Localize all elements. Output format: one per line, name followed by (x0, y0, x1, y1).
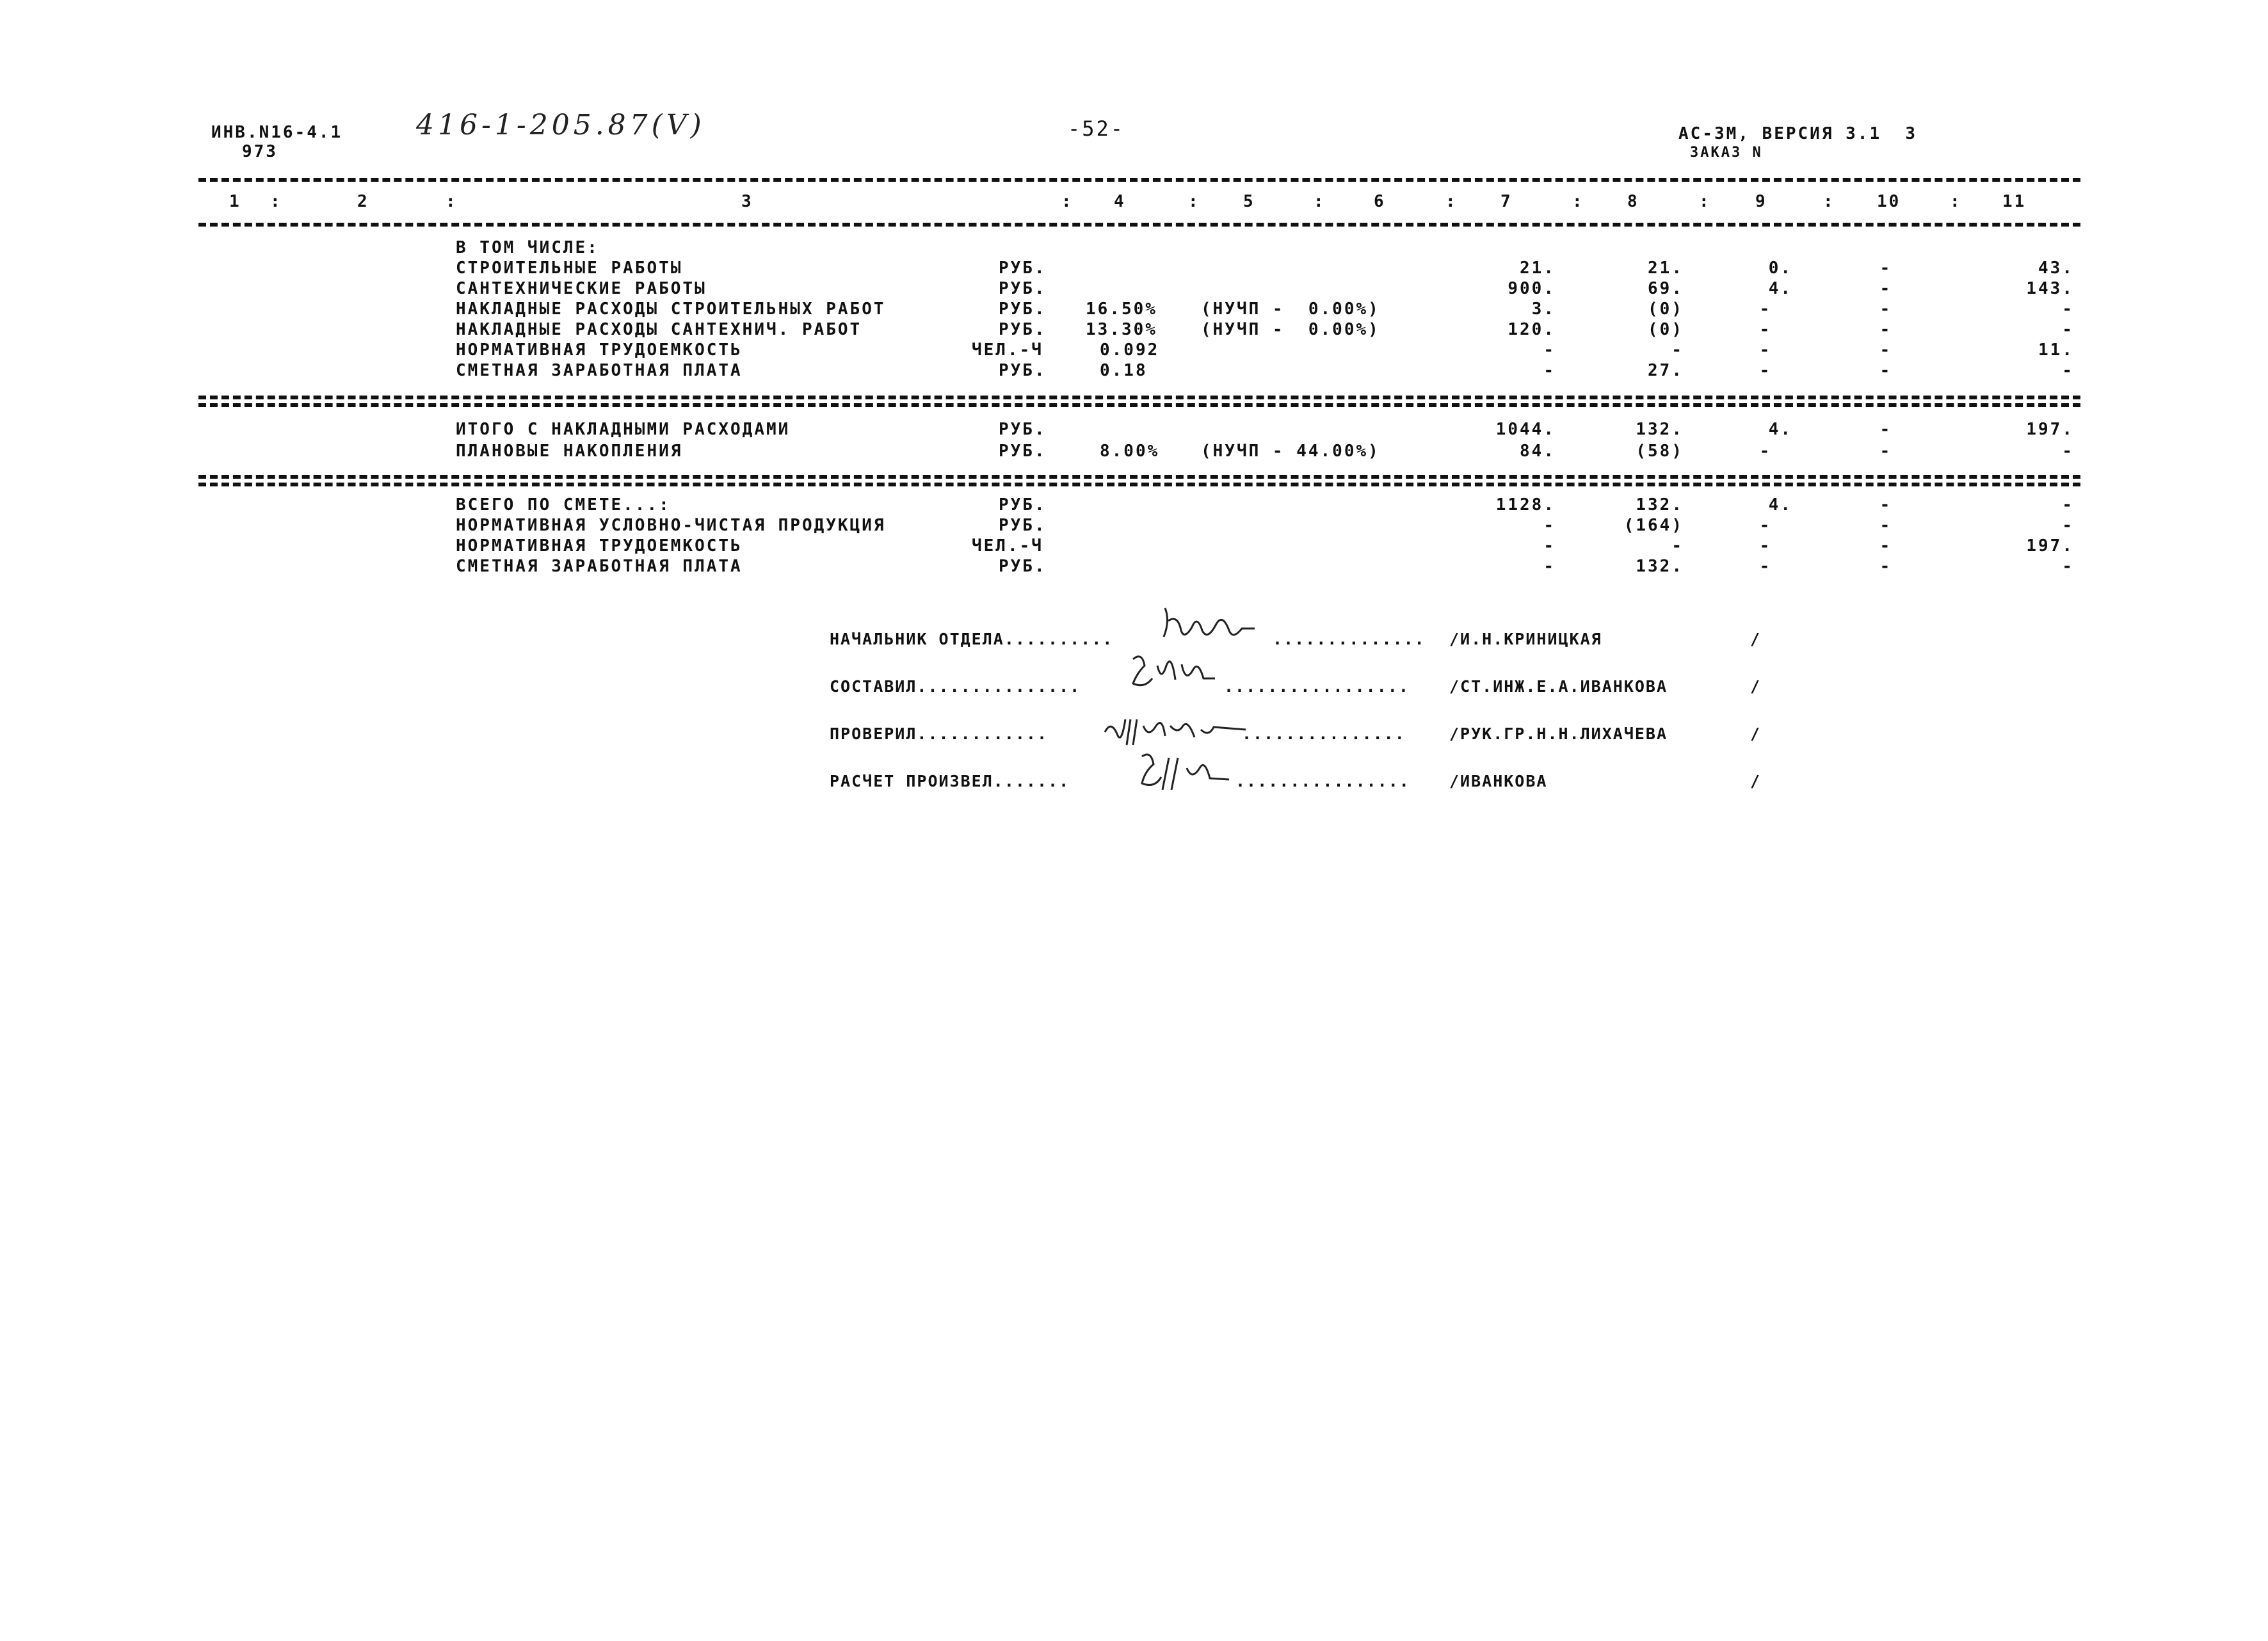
section-divider (198, 403, 2080, 407)
cell-col9: - (1759, 340, 1772, 360)
column-number: 10 (1877, 192, 1901, 211)
signature-name: /ИВАНКОВА (1449, 772, 1548, 790)
row-unit: РУБ. (999, 442, 1047, 461)
section-divider (198, 475, 2080, 479)
column-number: 7 (1500, 192, 1513, 211)
column-separator: : (1823, 192, 1835, 211)
column-number-row (198, 192, 2080, 214)
cell-col8: (164) (1623, 516, 1684, 535)
section-divider (198, 483, 2080, 486)
cell-col11: - (2062, 300, 2074, 319)
column-separator: : (1314, 192, 1326, 211)
signature-role: СОСТАВИЛ............... (830, 677, 1081, 696)
cell-col5: (НУЧП - 0.00%) (1201, 300, 1380, 319)
cell-col10: - (1879, 420, 1892, 439)
cell-col10: - (1879, 536, 1892, 556)
row-unit: РУБ. (999, 259, 1047, 278)
cell-col9: - (1759, 320, 1772, 339)
cell-col11: - (2062, 557, 2074, 576)
cell-col9: 4. (1768, 279, 1792, 298)
column-number: 3 (741, 192, 753, 211)
row-unit: РУБ. (999, 420, 1047, 439)
signature-dots: ............... (1242, 724, 1406, 743)
signature-end-slash: / (1750, 630, 1762, 648)
signature-name: /СТ.ИНЖ.Е.А.ИВАНКОВА (1449, 677, 1668, 696)
cell-col11: - (2062, 516, 2074, 535)
cell-col4: 16.50% (1086, 300, 1157, 319)
cell-col8: 132. (1636, 557, 1684, 576)
cell-col10: - (1879, 259, 1892, 278)
row-unit: РУБ. (999, 300, 1047, 319)
cell-col4: 13.30% (1086, 320, 1157, 339)
column-number: 8 (1627, 192, 1639, 211)
row-name: ПЛАНОВЫЕ НАКОПЛЕНИЯ (456, 442, 683, 461)
cell-col7: - (1543, 536, 1556, 556)
column-separator: : (1699, 192, 1711, 211)
cell-col4: 0.092 (1100, 340, 1160, 360)
column-number: 9 (1755, 192, 1767, 211)
cell-col5: (НУЧП - 44.00%) (1201, 442, 1380, 461)
signature-role: РАСЧЕТ ПРОИЗВЕЛ....... (830, 772, 1070, 790)
row-name: НОРМАТИВНАЯ ТРУДОЕМКОСТЬ (456, 340, 743, 360)
cell-col11: 43. (2038, 259, 2074, 278)
cell-col10: - (1879, 340, 1892, 360)
column-separator: : (1188, 192, 1200, 211)
cell-col10: - (1879, 516, 1892, 535)
cell-col8: 27. (1648, 361, 1684, 380)
cell-col9: - (1759, 442, 1772, 461)
signature-end-slash: / (1750, 724, 1762, 743)
row-unit: РУБ. (999, 320, 1047, 339)
signature-role: НАЧАЛЬНИК ОТДЕЛА.......... (830, 630, 1114, 648)
cell-col9: - (1759, 536, 1772, 556)
row-name: СМЕТНАЯ ЗАРАБОТНАЯ ПЛАТА (456, 557, 743, 576)
signature-dots: .............. (1273, 630, 1426, 648)
cell-col10: - (1879, 279, 1892, 298)
signature-name: /И.Н.КРИНИЦКАЯ (1449, 630, 1602, 648)
cell-col4: 0.18 (1100, 361, 1148, 380)
cell-col8: 132. (1636, 420, 1684, 439)
column-number: 11 (2002, 192, 2027, 211)
row-name: СМЕТНАЯ ЗАРАБОТНАЯ ПЛАТА (456, 361, 743, 380)
cell-col8: (58) (1636, 442, 1684, 461)
signature-dots: ................. (1224, 677, 1410, 696)
cell-col7: - (1543, 516, 1556, 535)
cell-col10: - (1879, 557, 1892, 576)
cell-col11: 11. (2038, 340, 2074, 360)
cell-col10: - (1879, 361, 1892, 380)
signature-end-slash: / (1750, 772, 1762, 790)
cell-col4: 8.00% (1100, 442, 1160, 461)
row-name: НОРМАТИВНАЯ УСЛОВНО-ЧИСТАЯ ПРОДУКЦИЯ (456, 516, 886, 535)
cell-col10: - (1879, 495, 1892, 515)
inventory-number-suffix: 973 (242, 142, 278, 161)
signature-end-slash: / (1750, 677, 1762, 696)
cell-col10: - (1879, 442, 1892, 461)
cell-col11: - (2062, 442, 2074, 461)
row-name: САНТЕХНИЧЕСКИЕ РАБОТЫ (456, 279, 707, 298)
column-separator: : (1061, 192, 1074, 211)
column-number: 5 (1243, 192, 1255, 211)
cell-col9: - (1759, 557, 1772, 576)
handwritten-signature (1129, 745, 1238, 796)
cell-col10: - (1879, 320, 1892, 339)
handwritten-signature (1152, 602, 1280, 653)
cell-col8: 21. (1648, 259, 1684, 278)
cell-col7: 3. (1531, 300, 1556, 319)
cell-col11: 197. (2026, 536, 2074, 556)
row-unit: РУБ. (999, 361, 1047, 380)
row-unit: РУБ. (999, 557, 1047, 576)
cell-col9: 0. (1768, 259, 1792, 278)
cell-col11: - (2062, 320, 2074, 339)
row-name: НАКЛАДНЫЕ РАСХОДЫ САНТЕХНИЧ. РАБОТ (456, 320, 862, 339)
cell-col9: - (1759, 516, 1772, 535)
inventory-number: ИНВ.N16-4.1 (211, 123, 343, 142)
cell-col7: 1044. (1495, 420, 1556, 439)
row-name: НАКЛАДНЫЕ РАСХОДЫ СТРОИТЕЛЬНЫХ РАБОТ (456, 300, 886, 319)
section-divider (198, 396, 2080, 399)
cell-col8: (0) (1648, 300, 1684, 319)
order-number-label: ЗАКАЗ N (1690, 145, 1763, 161)
cell-col9: 4. (1768, 420, 1792, 439)
header-rule-bottom (198, 223, 2080, 227)
row-name: НОРМАТИВНАЯ ТРУДОЕМКОСТЬ (456, 536, 743, 556)
column-separator: : (1950, 192, 1962, 211)
header-rule-top (198, 178, 2080, 182)
row-unit: РУБ. (999, 495, 1047, 515)
cell-col9: 4. (1768, 495, 1792, 515)
column-number: 4 (1114, 192, 1126, 211)
cell-col8: (0) (1648, 320, 1684, 339)
cell-col7: 900. (1508, 279, 1556, 298)
row-unit: ЧЕЛ.-Ч (972, 536, 1043, 556)
column-separator: : (270, 192, 282, 211)
cell-col7: - (1543, 361, 1556, 380)
cell-col7: 84. (1520, 442, 1556, 461)
signature-name: /РУК.ГР.Н.Н.ЛИХАЧЕВА (1449, 724, 1668, 743)
cell-col11: - (2062, 361, 2074, 380)
handwritten-signature (1119, 646, 1228, 698)
row-unit: РУБ. (999, 279, 1047, 298)
cell-col7: - (1543, 340, 1556, 360)
cell-col7: - (1543, 557, 1556, 576)
cell-col9: - (1759, 300, 1772, 319)
column-number: 6 (1374, 192, 1386, 211)
row-name: ВСЕГО ПО СМЕТЕ...: (456, 495, 671, 515)
row-name: ИТОГО С НАКЛАДНЫМИ РАСХОДАМИ (456, 420, 791, 439)
row-name: В ТОМ ЧИСЛЕ: (456, 238, 599, 257)
row-unit: ЧЕЛ.-Ч (972, 340, 1043, 360)
cell-col8: - (1671, 536, 1684, 556)
cell-col7: 21. (1520, 259, 1556, 278)
cell-col10: - (1879, 300, 1892, 319)
column-number: 1 (229, 192, 241, 211)
signature-dots: ................ (1235, 772, 1410, 790)
page-number: -52- (1068, 116, 1125, 141)
column-separator: : (1572, 192, 1584, 211)
handwritten-project-code: 416-1-205.87(V) (416, 109, 705, 141)
software-version: АС-3М, ВЕРСИЯ 3.1 3 (1678, 124, 1918, 143)
column-separator: : (446, 192, 458, 211)
cell-col7: 1128. (1495, 495, 1556, 515)
cell-col8: 69. (1648, 279, 1684, 298)
cell-col11: 197. (2026, 420, 2074, 439)
cell-col5: (НУЧП - 0.00%) (1201, 320, 1380, 339)
cell-col8: 132. (1636, 495, 1684, 515)
cell-col11: 143. (2026, 279, 2074, 298)
cell-col7: 120. (1508, 320, 1556, 339)
column-number: 2 (357, 192, 369, 211)
cell-col8: - (1671, 340, 1684, 360)
column-separator: : (1445, 192, 1458, 211)
cell-col9: - (1759, 361, 1772, 380)
cell-col11: - (2062, 495, 2074, 515)
signature-role: ПРОВЕРИЛ............ (830, 724, 1049, 743)
row-unit: РУБ. (999, 516, 1047, 535)
row-name: СТРОИТЕЛЬНЫЕ РАБОТЫ (456, 259, 683, 278)
